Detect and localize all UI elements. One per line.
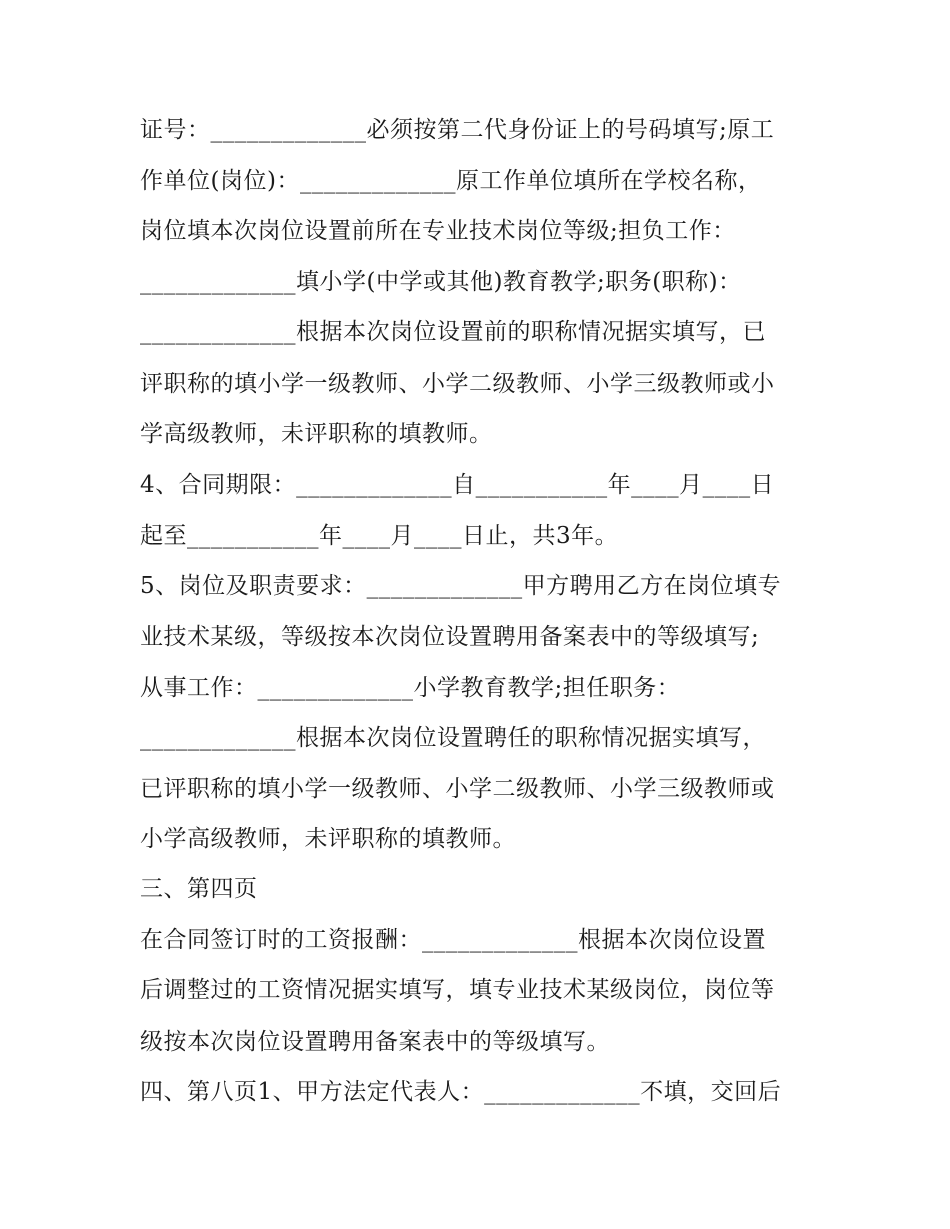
text-line: 证号：_____________必须按第二代身份证上的号码填写;原工 [140, 117, 775, 143]
text-line: 学高级教师，未评职称的填教师。 [140, 421, 493, 447]
text-line: 5、岗位及职责要求：_____________甲方聘用乙方在岗位填专 [140, 573, 782, 599]
text-line: 在合同签订时的工资报酬：_____________根据本次岗位设置 [140, 927, 766, 953]
section-heading: 三、第四页 [140, 876, 258, 902]
text-line: 后调整过的工资情况据实填写，填专业技术某级岗位，岗位等 [140, 977, 775, 1003]
text-line: 起至___________年____月____日止，共3年。 [140, 523, 619, 549]
text-line: 岗位填本次岗位设置前所在专业技术岗位等级;担负工作： [140, 218, 736, 244]
text-line: 级按本次岗位设置聘用备案表中的等级填写。 [140, 1029, 610, 1055]
text-line: 四、第八页1、甲方法定代表人：_____________不填，交回后 [140, 1079, 782, 1105]
text-line: _____________根据本次岗位设置聘任的职称情况据实填写， [140, 725, 766, 751]
text-line: 评职称的填小学一级教师、小学二级教师、小学三级教师或小 [140, 371, 775, 397]
text-line: _____________根据本次岗位设置前的职称情况据实填写，已 [140, 319, 766, 345]
text-line: 4、合同期限：_____________自___________年____月____日 [140, 472, 775, 498]
text-line: 从事工作：_____________小学教育教学;担任职务： [140, 675, 681, 701]
text-line: 已评职称的填小学一级教师、小学二级教师、小学三级教师或 [140, 776, 775, 802]
text-line: _____________填小学(中学或其他)教育教学;职务(职称)： [140, 269, 742, 295]
text-line: 小学高级教师，未评职称的填教师。 [140, 826, 516, 852]
text-line: 业技术某级，等级按本次岗位设置聘用备案表中的等级填写; [140, 624, 760, 650]
text-line: 作单位(岗位)：_____________原工作单位填所在学校名称， [140, 168, 762, 194]
